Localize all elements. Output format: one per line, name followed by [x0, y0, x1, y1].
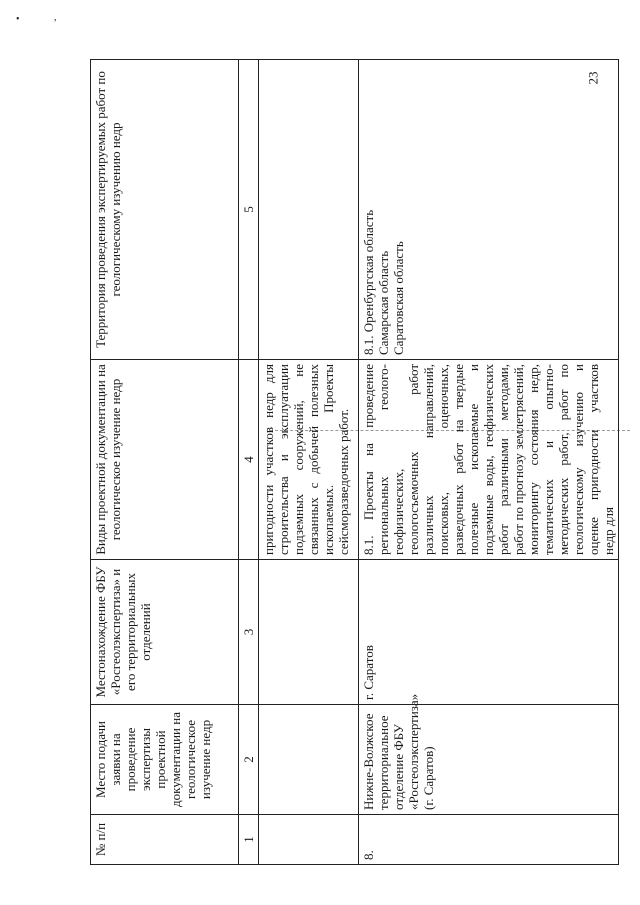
header-cell: Местонахождение ФБУ «Росгеолэкспертиза» и его территориальных отделений	[91, 560, 239, 705]
header-cell: № п/п	[91, 815, 239, 865]
column-number: 3	[239, 560, 259, 705]
territory-item: 8.1. Оренбургская область	[361, 209, 376, 355]
territory-item: Самарская область	[376, 250, 391, 355]
header-cell: Место подачи заявки на проведение экспертизы проектной документации на геологическое изучение недр	[91, 705, 239, 815]
header-cell: Территория проведения экспертируемых работ по геологическому изучению недр	[91, 60, 239, 360]
table-cell	[259, 560, 359, 705]
documentation-table	[90, 59, 619, 865]
scan-speck: •	[16, 14, 20, 25]
table-cell	[259, 705, 359, 815]
rotated-table-page	[90, 60, 630, 865]
column-number-row	[239, 60, 259, 865]
table-row	[259, 60, 359, 865]
table-cell	[259, 815, 359, 865]
application-place: Нижне-Волжское территориальное отделение ФБУ «Росгеолэкспертиза» (г. Саратов)	[359, 705, 619, 815]
column-number: 1	[239, 815, 259, 865]
office-location: г. Саратов	[359, 560, 619, 705]
row-number: 8.	[359, 815, 619, 865]
header-cell: Виды проектной документации на геологическое изучение недр	[91, 360, 239, 560]
scan-speck: ,	[54, 12, 57, 23]
table-row	[359, 60, 619, 865]
documentation-types: 8.1. Проекты на проведение региональных геолого-геофизических, геологосъемочных работ различных направлений, поисковых, оценочных, разведочных работ на твердые полезные ископаемые и подземные воды, геофизических работ различными методами, работ по прогнозу землетрясений, мониторингу состояния недр, тематических и опытно-методических работ, работ по геологическому изучению и оценке пригодности участков недр для	[359, 360, 619, 560]
column-number: 5	[239, 60, 259, 360]
table-header-row	[91, 60, 239, 865]
column-number: 4	[239, 360, 259, 560]
column-number: 2	[239, 705, 259, 815]
territory-cell	[359, 60, 619, 360]
territory-item: Саратовская область	[391, 241, 406, 355]
table-cell	[259, 60, 359, 360]
page-number: 23	[585, 71, 601, 85]
table-cell: пригодности участков недр для строительства и эксплуатации подземных сооружений, не связанных с добычей полезных ископаемых. Проекты сейсморазведочных работ.	[259, 360, 359, 560]
